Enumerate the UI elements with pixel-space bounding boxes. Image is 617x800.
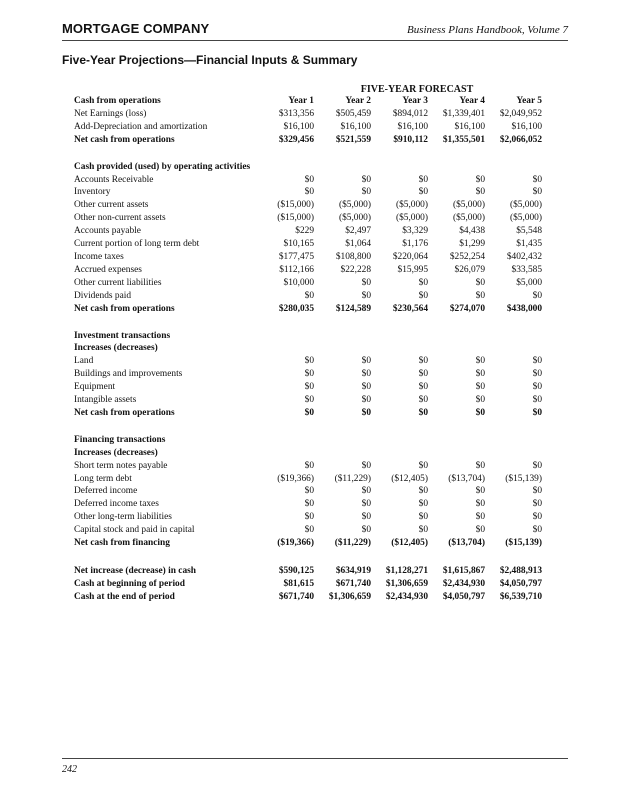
cell-value: $0: [475, 277, 485, 288]
cell-value: $10,000: [283, 277, 314, 288]
row-label: Net cash from operations: [74, 303, 175, 314]
cell-value: $0: [532, 382, 542, 393]
table-row: [74, 290, 542, 303]
table-row: [74, 485, 542, 498]
cell-value: $16,100: [397, 121, 428, 132]
cell-value: $0: [418, 187, 428, 198]
cell-value: $0: [532, 187, 542, 198]
cell-value: $0: [475, 525, 485, 536]
cell-value: $16,100: [511, 121, 542, 132]
cell-value: $1,128,271: [385, 566, 428, 576]
cell-value: $252,254: [449, 251, 485, 262]
table-row: [74, 355, 542, 368]
row-label: Other non-current assets: [74, 213, 166, 224]
cell-value: $0: [304, 407, 314, 418]
cell-value: $0: [361, 290, 371, 301]
cell-value: $0: [304, 174, 314, 185]
total-row: [74, 134, 542, 147]
cell-value: $0: [361, 499, 371, 510]
footer-rule: [62, 758, 568, 759]
section-heading: Cash from operations: [74, 96, 161, 106]
section-title: Five-Year Projections—Financial Inputs & Summary: [62, 53, 358, 67]
summary-row: [74, 591, 542, 604]
cell-value: $0: [418, 512, 428, 523]
cell-value: $0: [475, 407, 485, 418]
cell-value: $0: [475, 174, 485, 185]
cell-value: $0: [532, 174, 542, 185]
row-label: Other current assets: [74, 200, 149, 211]
cell-value: $0: [304, 369, 314, 380]
cell-value: $0: [532, 407, 542, 418]
table-row: [74, 447, 542, 460]
cell-value: ($12,405): [391, 538, 428, 549]
cell-value: ($5,000): [509, 200, 542, 211]
cell-value: $2,434,930: [385, 591, 428, 602]
cell-value: $0: [304, 395, 314, 406]
cell-value: $0: [475, 382, 485, 393]
column-header: Year 1: [288, 96, 314, 106]
cell-value: $402,432: [506, 251, 542, 262]
cell-value: ($5,000): [452, 200, 485, 211]
cell-value: ($12,405): [391, 473, 428, 484]
cell-value: $1,064: [345, 239, 371, 250]
header-rule: [62, 40, 568, 41]
cell-value: ($11,229): [334, 538, 371, 549]
cell-value: $0: [418, 525, 428, 536]
row-label: Net cash from operations: [74, 134, 175, 145]
cell-value: $0: [532, 395, 542, 406]
cell-value: $2,497: [345, 226, 371, 237]
table-row: [74, 95, 542, 108]
cell-value: $0: [475, 486, 485, 497]
row-label: Net cash from operations: [74, 407, 175, 418]
column-header: Year 3: [402, 96, 428, 106]
cell-value: ($11,229): [334, 473, 371, 484]
cell-value: $0: [475, 499, 485, 510]
cell-value: $313,356: [278, 108, 314, 119]
cell-value: $1,615,867: [442, 566, 485, 576]
row-label: Other long-term liabilities: [74, 512, 172, 523]
cell-value: $910,112: [393, 134, 428, 145]
section-heading: Cash provided (used) by operating activities: [74, 161, 251, 172]
cell-value: ($19,366): [277, 538, 314, 549]
spacer-row: [74, 147, 542, 161]
cell-value: $6,539,710: [499, 591, 542, 602]
total-row: [74, 303, 542, 316]
cell-value: $438,000: [506, 303, 542, 314]
table-row: [74, 342, 542, 355]
row-label: Net Earnings (loss): [74, 108, 147, 119]
cell-value: $108,800: [335, 251, 371, 262]
table-row: [74, 473, 542, 486]
column-header: Year 4: [459, 96, 485, 106]
cell-value: $81,615: [283, 578, 314, 589]
row-label: Accrued expenses: [74, 264, 142, 275]
cell-value: ($5,000): [509, 213, 542, 224]
row-label: Current portion of long term debt: [74, 239, 200, 250]
cell-value: $16,100: [283, 121, 314, 132]
cell-value: ($15,139): [505, 538, 542, 549]
cell-value: $124,589: [335, 303, 371, 314]
cell-value: ($19,366): [277, 473, 314, 484]
page-header: [62, 21, 568, 39]
cell-value: $0: [475, 512, 485, 523]
section-heading: Financing transactions: [74, 434, 166, 445]
cell-value: $1,176: [402, 239, 428, 250]
cell-value: $0: [304, 486, 314, 497]
cell-value: $0: [304, 512, 314, 523]
cell-value: $0: [361, 356, 371, 367]
company-name: MORTGAGE COMPANY: [62, 21, 210, 36]
cell-value: $280,035: [278, 303, 314, 314]
cell-value: $274,070: [449, 303, 485, 314]
row-label: Equipment: [74, 382, 116, 393]
spacer-row: [74, 420, 542, 434]
table-row: [74, 434, 542, 447]
column-header: Year 5: [516, 96, 542, 106]
cell-value: $0: [418, 460, 428, 471]
cell-value: $177,475: [278, 251, 314, 262]
cell-value: $229: [295, 226, 314, 237]
table-row: [74, 264, 542, 277]
row-label: Other current liabilities: [74, 277, 162, 288]
cell-value: $0: [304, 290, 314, 301]
table-row: [74, 460, 542, 473]
cell-value: $0: [418, 356, 428, 367]
forecast-title: FIVE-YEAR FORECAST: [360, 84, 474, 95]
cell-value: $0: [418, 174, 428, 185]
cell-value: $0: [532, 512, 542, 523]
cell-value: $0: [418, 277, 428, 288]
table-row: [74, 225, 542, 238]
cell-value: $0: [361, 460, 371, 471]
financial-table: [74, 95, 542, 604]
row-label: Short term notes payable: [74, 460, 168, 471]
cell-value: $505,459: [335, 108, 371, 119]
cell-value: $5,548: [516, 226, 542, 237]
cell-value: $0: [418, 499, 428, 510]
cell-value: $4,050,797: [442, 591, 485, 602]
row-label: Land: [74, 356, 94, 367]
table-row: [74, 277, 542, 290]
cell-value: $0: [361, 369, 371, 380]
row-label: Deferred income: [74, 486, 138, 497]
summary-row: [74, 565, 542, 578]
cell-value: $0: [361, 382, 371, 393]
row-label: Cash at the end of period: [74, 591, 175, 602]
table-row: [74, 330, 542, 343]
cell-value: $0: [532, 290, 542, 301]
cell-value: $0: [418, 395, 428, 406]
section-heading: Investment transactions: [74, 330, 171, 341]
cell-value: ($5,000): [395, 213, 428, 224]
table-row: [74, 174, 542, 187]
cell-value: $0: [418, 382, 428, 393]
cell-value: $2,488,913: [499, 566, 542, 576]
cell-value: $1,435: [516, 239, 542, 250]
cell-value: $0: [532, 460, 542, 471]
row-label: Accounts Receivable: [74, 174, 154, 185]
cell-value: $15,995: [397, 264, 428, 275]
table-row: [74, 121, 542, 134]
table-row: [74, 108, 542, 121]
cell-value: $0: [475, 356, 485, 367]
cell-value: $0: [361, 407, 371, 418]
cell-value: $0: [361, 187, 371, 198]
cell-value: $0: [304, 525, 314, 536]
cell-value: $0: [304, 356, 314, 367]
table-row: [74, 394, 542, 407]
table-row: [74, 381, 542, 394]
cell-value: $1,339,401: [442, 108, 485, 119]
table-row: [74, 161, 542, 174]
cell-value: $230,564: [392, 303, 428, 314]
cell-value: $4,050,797: [499, 578, 542, 589]
cell-value: $3,329: [402, 226, 428, 237]
cell-value: $16,100: [340, 121, 371, 132]
cell-value: $10,165: [283, 239, 314, 250]
cell-value: ($5,000): [338, 200, 371, 211]
cell-value: ($15,000): [277, 213, 314, 224]
cell-value: $1,306,659: [328, 591, 371, 602]
cell-value: $2,066,052: [499, 134, 542, 145]
total-row: [74, 407, 542, 420]
table-row: [74, 511, 542, 524]
cell-value: $1,299: [459, 239, 485, 250]
row-label: Net cash from financing: [74, 538, 170, 549]
row-label: Add-Depreciation and amortization: [74, 121, 208, 132]
cell-value: $33,585: [511, 264, 542, 275]
cell-value: $4,438: [459, 226, 485, 237]
table-row: [74, 251, 542, 264]
cell-value: ($5,000): [395, 200, 428, 211]
cell-value: ($15,000): [277, 200, 314, 211]
cell-value: ($13,704): [448, 473, 485, 484]
cell-value: $220,064: [392, 251, 428, 262]
row-label: Inventory: [74, 187, 111, 198]
cell-value: $0: [418, 407, 428, 418]
cell-value: $26,079: [454, 264, 485, 275]
cell-value: $0: [475, 395, 485, 406]
cell-value: $0: [418, 369, 428, 380]
cell-value: $0: [475, 290, 485, 301]
cell-value: $0: [475, 460, 485, 471]
row-label: Dividends paid: [74, 290, 132, 301]
table-row: [74, 212, 542, 225]
cell-value: $590,125: [278, 566, 314, 576]
cell-value: $0: [304, 499, 314, 510]
cell-value: $0: [532, 356, 542, 367]
cell-value: $329,456: [278, 134, 314, 145]
cell-value: $0: [418, 486, 428, 497]
cell-value: $0: [361, 525, 371, 536]
cell-value: $0: [532, 486, 542, 497]
cell-value: $894,012: [392, 108, 428, 119]
row-label: Cash at beginning of period: [74, 578, 185, 589]
cell-value: ($5,000): [452, 213, 485, 224]
book-title: Business Plans Handbook, Volume 7: [406, 24, 568, 36]
cell-value: $0: [304, 187, 314, 198]
cell-value: $2,434,930: [442, 578, 485, 589]
table-row: [74, 368, 542, 381]
row-label: Accounts payable: [74, 226, 141, 237]
row-label: Intangible assets: [74, 395, 137, 406]
column-header: Year 2: [345, 96, 371, 106]
cell-value: $0: [361, 395, 371, 406]
cell-value: ($13,704): [448, 538, 485, 549]
row-label: Buildings and improvements: [74, 369, 183, 380]
spacer-row: [74, 550, 542, 565]
cell-value: $0: [475, 369, 485, 380]
cell-value: $671,740: [278, 591, 314, 602]
cell-value: $0: [532, 499, 542, 510]
section-subheading: Increases (decreases): [74, 343, 158, 354]
page-number: 242: [62, 764, 77, 775]
cell-value: $0: [361, 174, 371, 185]
summary-row: [74, 578, 542, 591]
cell-value: $0: [475, 187, 485, 198]
cell-value: $22,228: [340, 264, 371, 275]
cell-value: ($15,139): [505, 473, 542, 484]
cell-value: $0: [532, 369, 542, 380]
table-row: [74, 524, 542, 537]
row-label: Capital stock and paid in capital: [74, 525, 195, 536]
row-label: Long term debt: [74, 473, 132, 484]
table-row: [74, 186, 542, 199]
cell-value: $1,355,501: [442, 134, 485, 145]
section-subheading: Increases (decreases): [74, 447, 158, 458]
cell-value: $634,919: [335, 566, 371, 576]
cell-value: $5,000: [516, 277, 542, 288]
cell-value: $0: [418, 290, 428, 301]
row-label: Deferred income taxes: [74, 499, 159, 510]
table-row: [74, 238, 542, 251]
total-row: [74, 537, 542, 550]
table-row: [74, 498, 542, 511]
cell-value: $0: [304, 460, 314, 471]
cell-value: ($5,000): [338, 213, 371, 224]
spacer-row: [74, 316, 542, 330]
cell-value: $1,306,659: [385, 578, 428, 589]
cell-value: $521,559: [335, 134, 371, 145]
table-row: [74, 199, 542, 212]
cell-value: $112,166: [279, 264, 314, 275]
cell-value: $671,740: [335, 578, 371, 589]
cell-value: $0: [532, 525, 542, 536]
row-label: Net increase (decrease) in cash: [74, 566, 197, 576]
cell-value: $0: [304, 382, 314, 393]
cell-value: $0: [361, 512, 371, 523]
cell-value: $0: [361, 486, 371, 497]
cell-value: $2,049,952: [499, 108, 542, 119]
row-label: Income taxes: [74, 251, 124, 262]
cell-value: $16,100: [454, 121, 485, 132]
cell-value: $0: [361, 277, 371, 288]
